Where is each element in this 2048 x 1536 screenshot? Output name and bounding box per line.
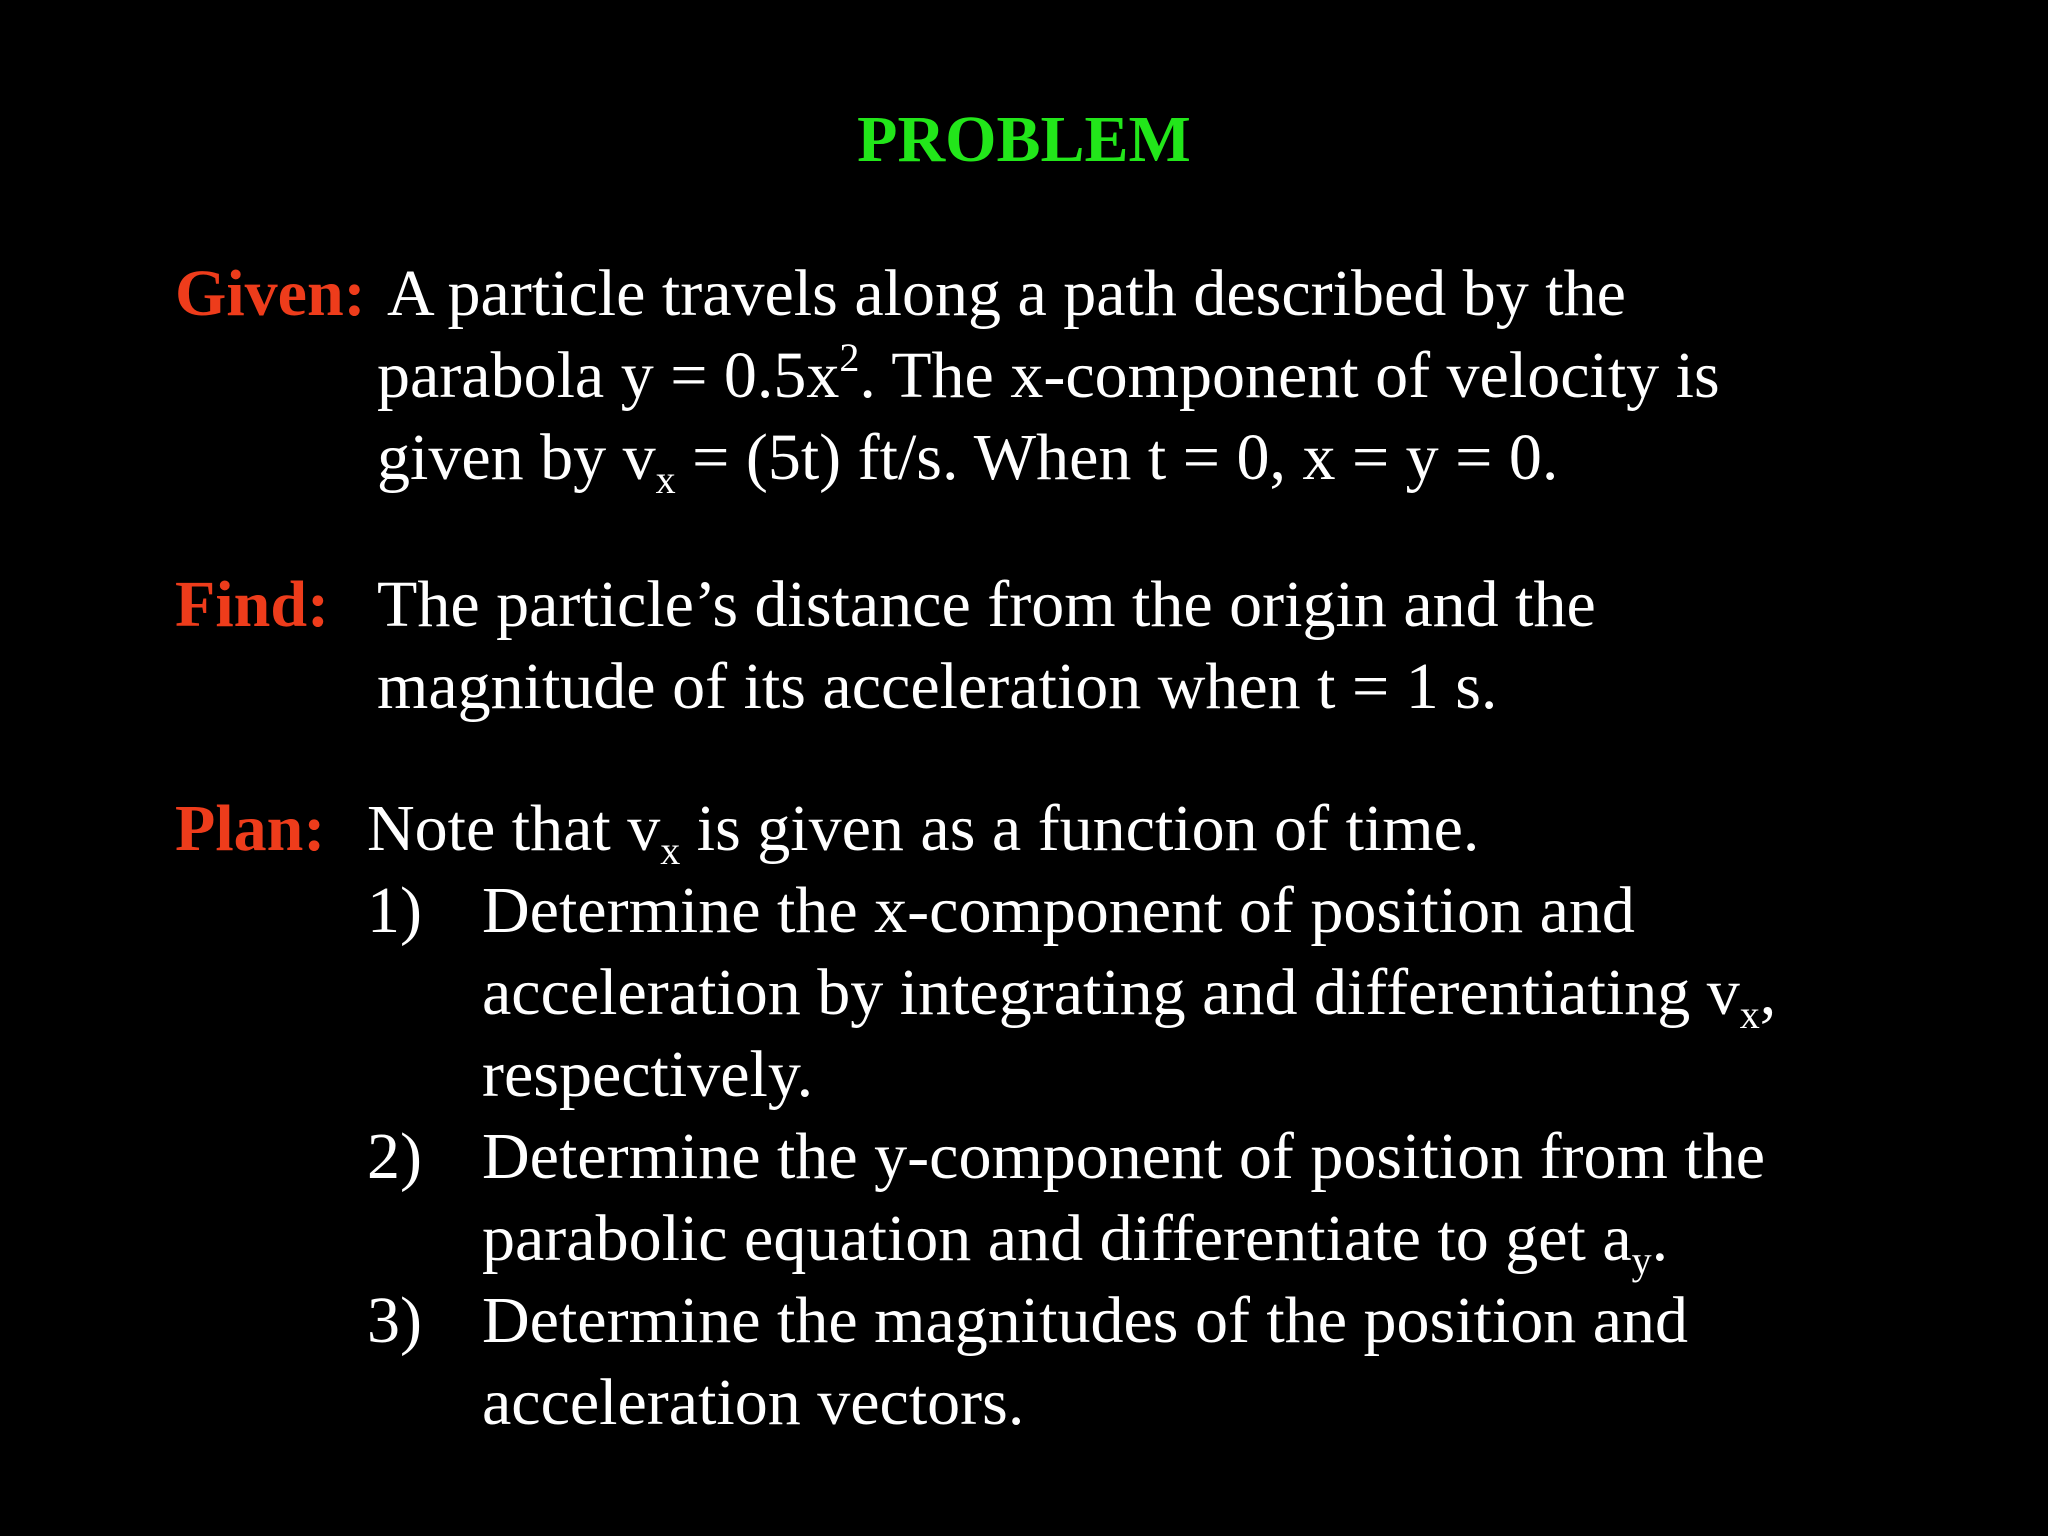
given-line-2	[377, 335, 1720, 417]
plan-step-1-line-3: respectively.	[482, 1038, 814, 1111]
plan-step-3-line-1: Determine the magnitudes of the position and	[482, 1284, 1689, 1357]
plan-label: Plan:	[175, 792, 326, 865]
plan-step-1-line-2-b: ,	[1759, 956, 1777, 1029]
plan-intro-a: Note that v	[367, 792, 661, 865]
plan-intro-sub: x	[660, 828, 681, 873]
given-line-3	[377, 417, 1720, 502]
plan-step-2-line-2-b: .	[1651, 1202, 1669, 1275]
plan-step-2-text	[482, 1116, 1766, 1283]
plan-step-1-line-2-a: acceleration by integrating and differentiating v	[482, 956, 1740, 1029]
plan-step-1-line-1: Determine the x-component of position and	[482, 874, 1635, 947]
given-line-2-a: parabola y = 0.5x	[377, 339, 840, 412]
plan-step-2-line-2	[482, 1198, 1765, 1283]
plan-intro-b: is given as a function of time.	[680, 792, 1480, 865]
given-line-2-sup: 2	[839, 335, 860, 380]
plan-step-2-number: 2)	[367, 1120, 422, 1193]
given-line-1: A particle travels along a path described by the	[387, 257, 1626, 330]
given-text	[387, 253, 1626, 335]
find-line-2: magnitude of its acceleration when t = 1 s.	[377, 650, 1498, 723]
find-line-1: The particle’s distance from the origin and the	[377, 568, 1596, 641]
plan-step-1-text	[482, 870, 1776, 1116]
plan-step-1-number: 1)	[367, 874, 422, 947]
plan-step-3-number: 3)	[367, 1284, 422, 1357]
plan-step-2-line-2-a: parabolic equation and differentiate to get a	[482, 1202, 1632, 1275]
given-text-cont	[377, 335, 1720, 502]
given-line-3-a: given by v	[377, 421, 656, 494]
plan-intro	[367, 788, 1480, 873]
given-line-3-sub: x	[655, 457, 676, 502]
given-label: Given:	[175, 257, 366, 330]
given-line-3-b: = (5t) ft/s. When t = 0, x = y = 0.	[675, 421, 1559, 494]
find-label: Find:	[175, 568, 330, 641]
given-line-2-b: . The x-component of velocity is	[859, 339, 1720, 412]
plan-step-1-line-2-sub: x	[1739, 992, 1760, 1037]
plan-step-3-line-2: acceleration vectors.	[482, 1366, 1025, 1439]
find-text	[377, 564, 1596, 728]
plan-step-2-line-1: Determine the y-component of position from the	[482, 1120, 1766, 1193]
plan-intro-line	[367, 788, 1480, 873]
plan-step-1-line-2	[482, 952, 1777, 1037]
slide-title: PROBLEM	[857, 103, 1191, 176]
plan-step-3-text	[482, 1280, 1688, 1444]
plan-step-2-line-2-sub: y	[1631, 1238, 1652, 1283]
